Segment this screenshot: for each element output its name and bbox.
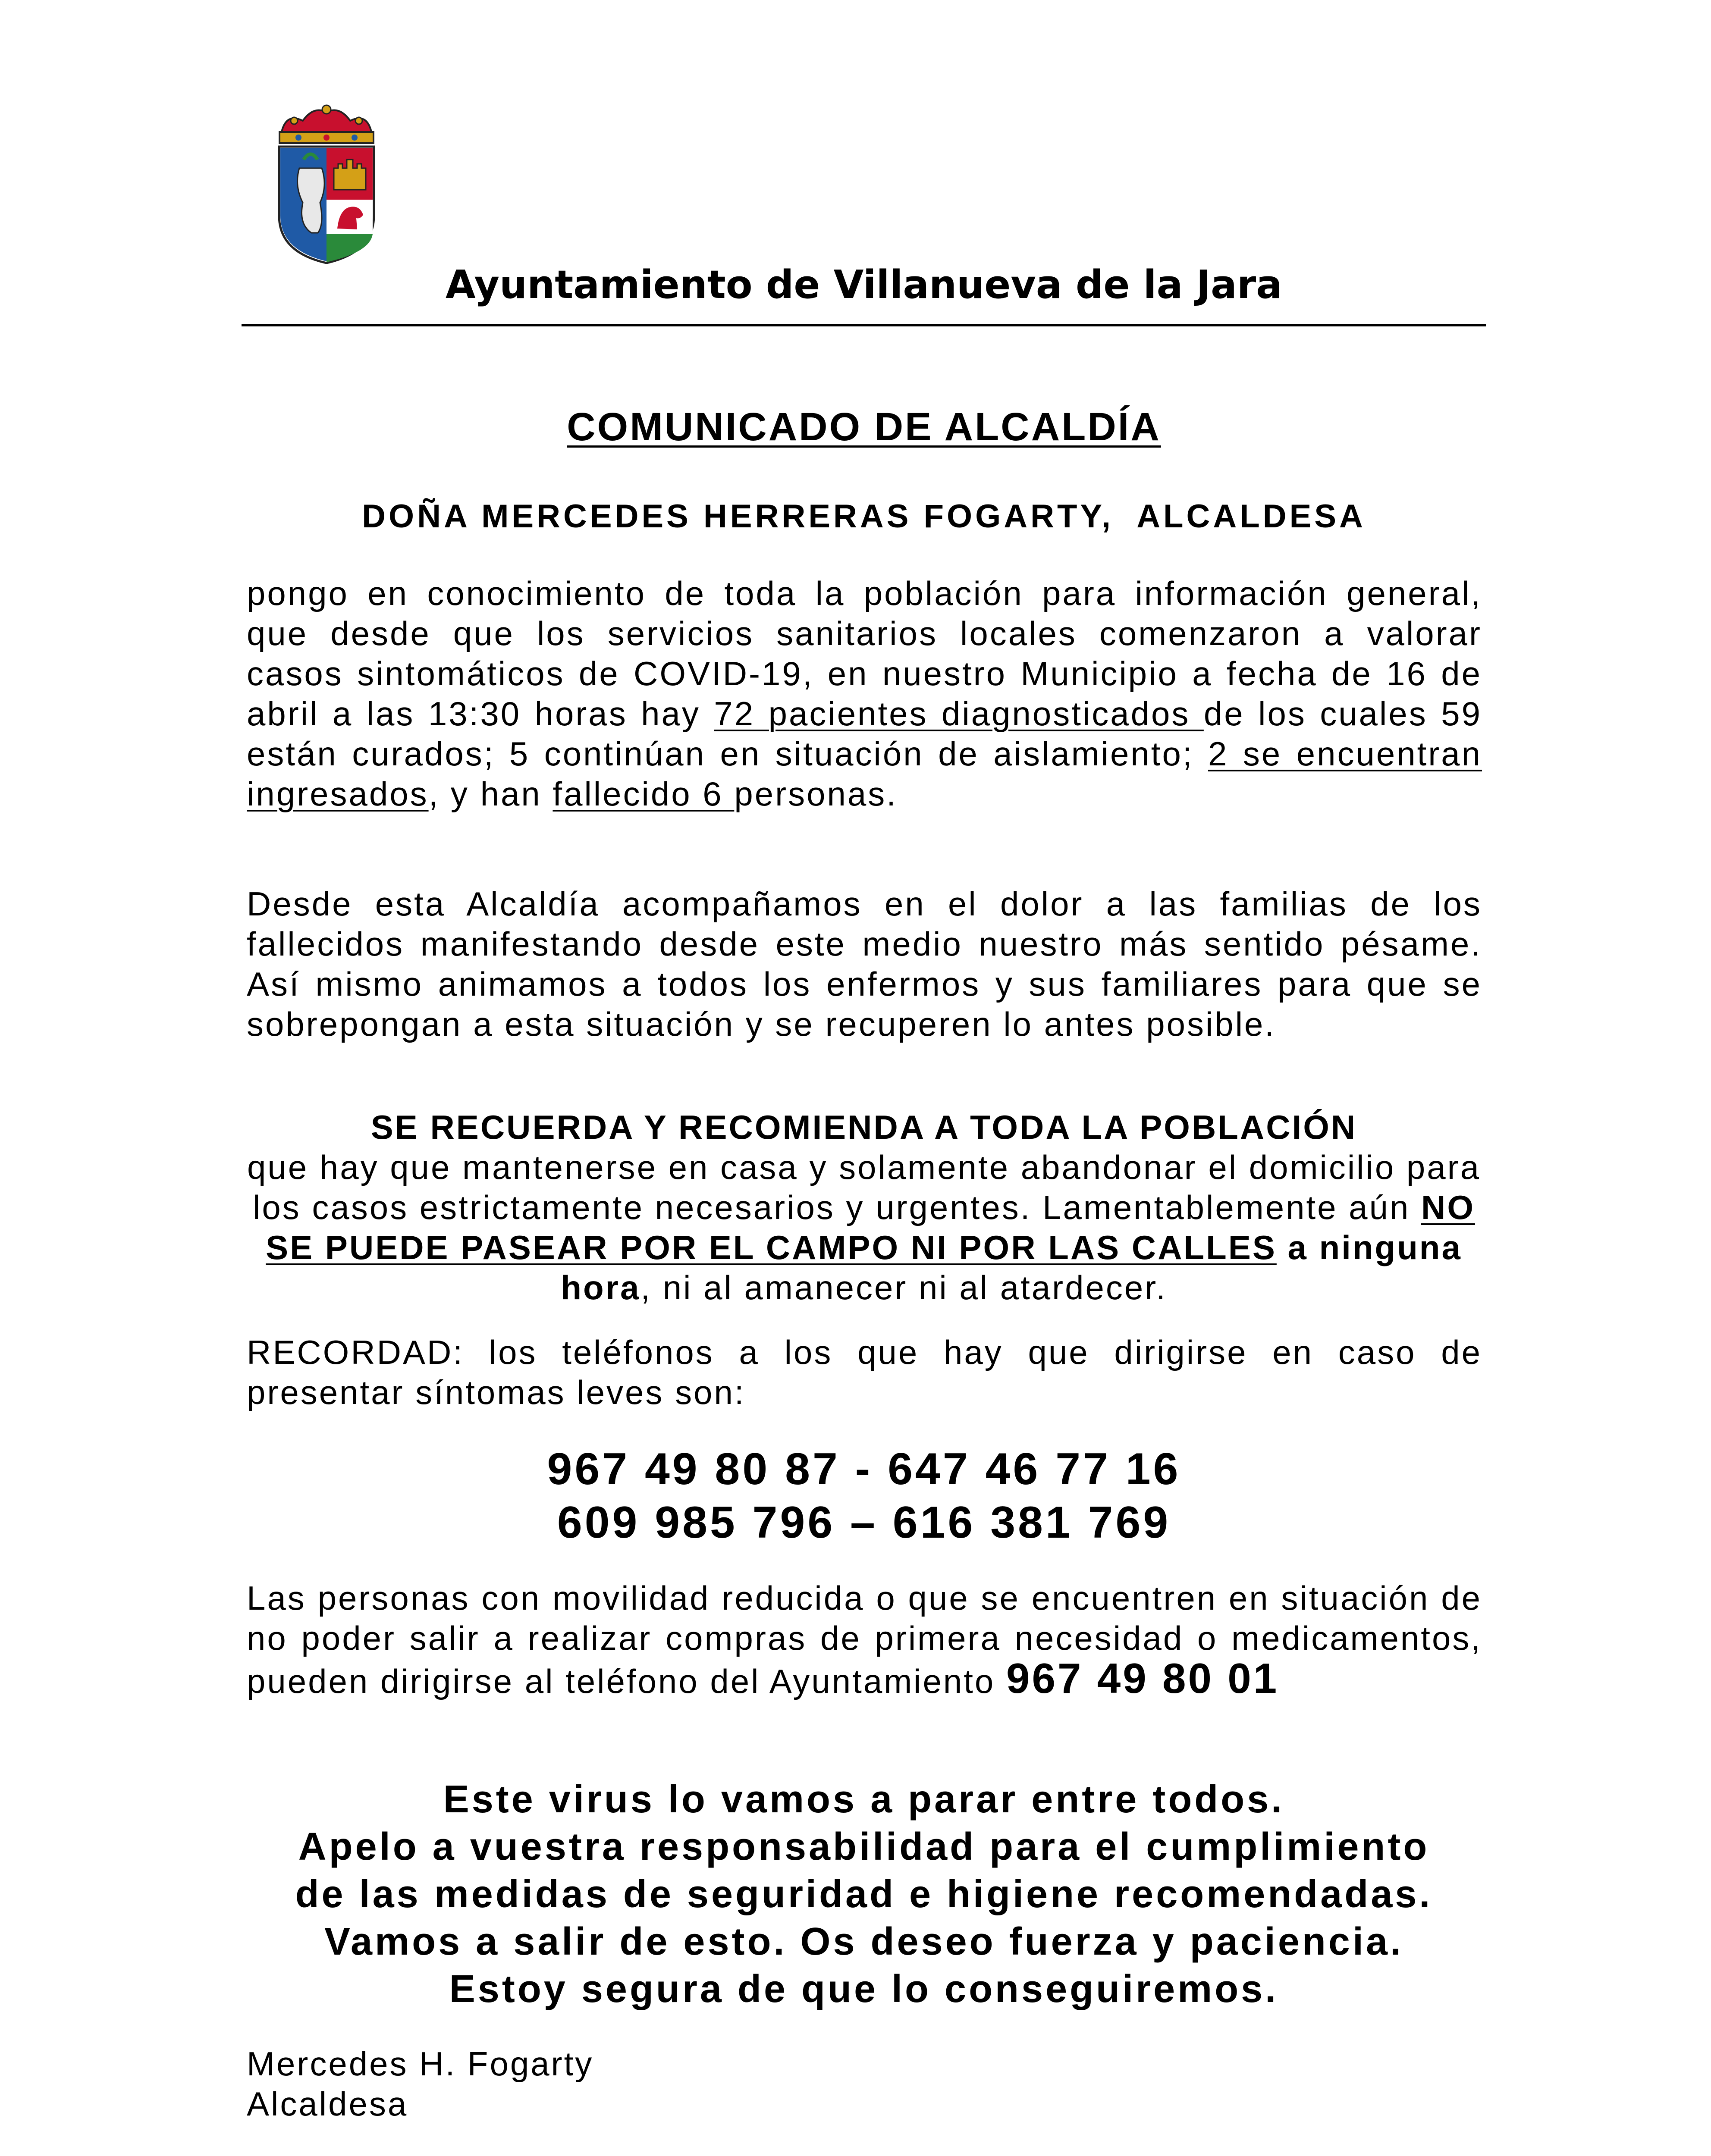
hospitalized-count: 2 se encuentran ingresados (247, 735, 1482, 813)
signature-name: Mercedes H. Fogarty (247, 2045, 594, 2083)
header-divider (242, 324, 1486, 326)
appeal-line-4: Vamos a salir de esto. Os deseo fuerza y paciencia. (324, 1920, 1404, 1963)
coat-of-arms-icon (268, 103, 385, 264)
appeal-line-1: Este virus lo vamos a parar entre todos. (443, 1778, 1285, 1821)
diagnosed-count: 72 pacientes diagnosticados (714, 695, 1204, 733)
closing-appeal (242, 1776, 1486, 2013)
paragraph-reduced-mobility: Las personas con movilidad reducida o que se encuentren en situación de no poder salir a realizar compras de primera necesidad o medicamentos, pueden dirigirse al teléfono del Ayuntamiento 967 49 80 01 (247, 1579, 1482, 1702)
paragraph-condolences: Desde esta Alcaldía acompañamos en el dolor a las familias de los fallecidos manifestando desde este medio nuestro más sentido pésame. Así mismo animamos a todos los enfermos y sus familiares para que se sobrepongan a esta situación y se recuperen lo antes posible. (247, 885, 1482, 1043)
phone-line-1: 967 49 80 87 - 647 46 77 16 (547, 1444, 1181, 1494)
page-title: COMUNICADO DE ALCALDÍA (567, 405, 1161, 449)
deceased-count: fallecido 6 (553, 775, 735, 813)
header-organization: Ayuntamiento de Villanueva de la Jara (445, 262, 1283, 307)
appeal-line-2: Apelo a vuestra responsabilidad para el cumplimiento (298, 1825, 1430, 1868)
phone-numbers (242, 1442, 1486, 1549)
signature (247, 2044, 593, 2124)
town-hall-phone: 967 49 80 01 (1006, 1655, 1279, 1702)
paragraph-covid-status: pongo en conocimiento de toda la población para información general, que desde que los servicios sanitarios locales comenzaron a valorar casos sintomáticos de COVID-19, en nuestro Municipio a fecha de 16 de abril a las 13:30 horas hay 72 pacientes diagnosticados de los cuales 59 están curados; 5 continúan en situación de aislamiento; 2 se encuentran ingresados, y han fallecido 6 personas. (247, 574, 1482, 813)
paragraph-phones-intro: RECORDAD: los teléfonos a los que hay que dirigirse en caso de presentar síntomas leves son: (247, 1333, 1482, 1411)
appeal-line-3: de las medidas de seguridad e higiene recomendadas. (295, 1873, 1433, 1916)
appeal-line-5: Estoy segura de que lo conseguiremos. (449, 1968, 1279, 2011)
phone-line-2: 609 985 796 – 616 381 769 (557, 1498, 1171, 1548)
signature-role: Alcaldesa (247, 2085, 408, 2123)
reminder-heading: SE RECUERDA Y RECOMIENDA A TODA LA POBLACIÓN (370, 1108, 1357, 1146)
page-subtitle: DOÑA MERCEDES HERRERAS FOGARTY, ALCALDESA (362, 498, 1366, 535)
paragraph-reminder: SE RECUERDA Y RECOMIENDA A TODA LA POBLACIÓN que hay que mantenerse en casa y solamente abandonar el domicilio para los casos estrictamente necesarios y urgentes. Lamentablemente aún NO SE PUEDE PASEAR POR EL CAMPO NI POR LAS CALLES a ninguna hora, ni al amanecer ni al atardecer. (247, 1108, 1481, 1307)
reminder-emphasis: NO SE PUEDE PASEAR POR EL CAMPO NI POR LAS CALLES (266, 1188, 1475, 1266)
